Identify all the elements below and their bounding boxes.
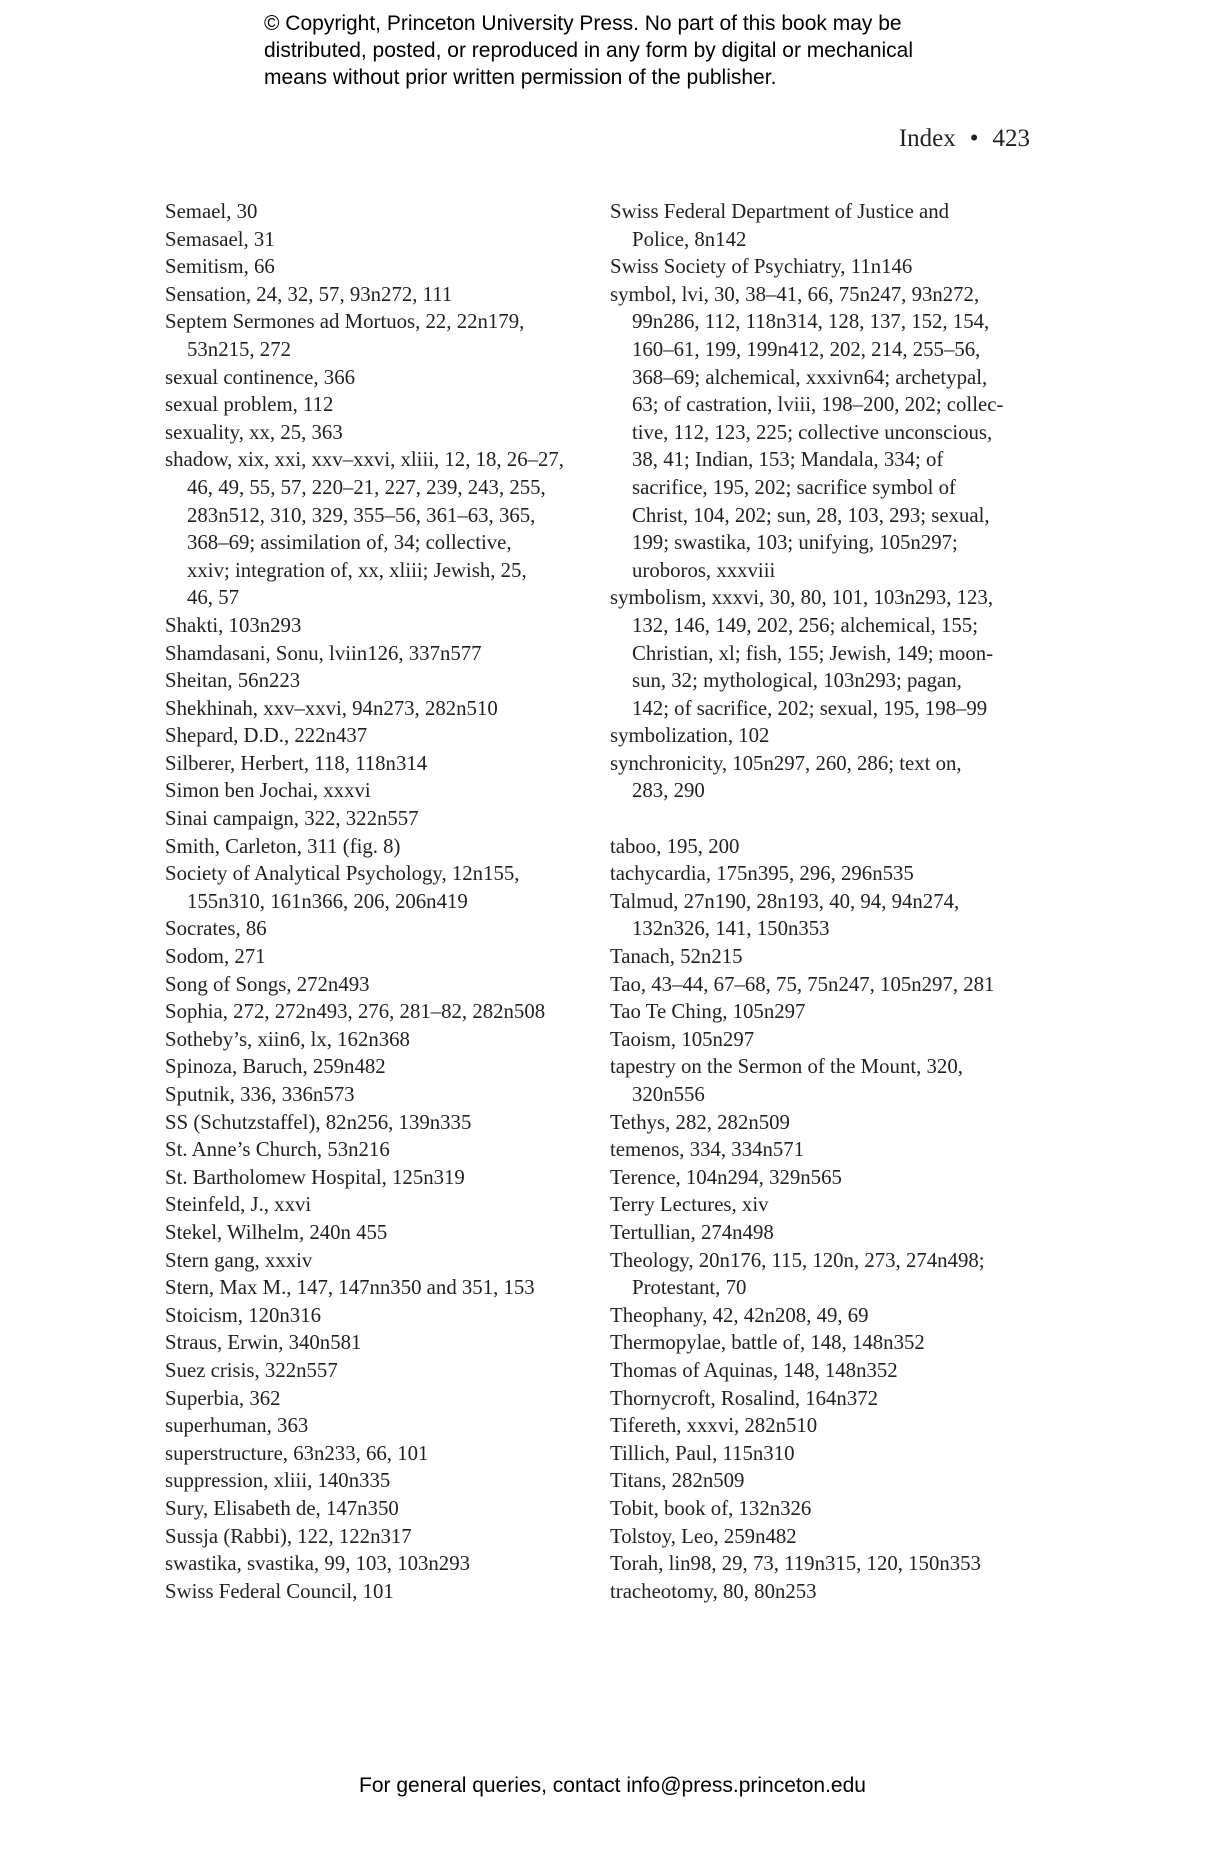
index-entry <box>165 1495 585 1523</box>
index-entry-line: 38, 41; Indian, 153; Mandala, 334; of <box>632 448 944 472</box>
index-entry-line: Sotheby’s, xiin6, lx, 162n368 <box>165 1027 410 1051</box>
index-entry-line: 283, 290 <box>632 779 705 803</box>
index-entry-line: 46, 57 <box>187 586 239 610</box>
index-entry-line: Shekhinah, xxv–xxvi, 94n273, 282n510 <box>165 696 498 720</box>
index-entry-line: Talmud, 27n190, 28n193, 40, 94, 94n274, <box>610 889 960 913</box>
index-entry-line: St. Bartholomew Hospital, 125n319 <box>165 1165 465 1189</box>
index-entry-line: Sussja (Rabbi), 122, 122n317 <box>165 1524 412 1548</box>
index-entry-line: sun, 32; mythological, 103n293; pagan, <box>632 669 962 693</box>
index-entry <box>610 1247 1030 1302</box>
index-entry <box>610 1412 1030 1440</box>
index-entry-line: Society of Analytical Psychology, 12n155, <box>165 862 520 886</box>
index-entry <box>165 364 585 392</box>
index-entry-line: Socrates, 86 <box>165 917 267 941</box>
index-entry <box>165 198 585 226</box>
index-entry-line: Simon ben Jochai, xxxvi <box>165 779 371 803</box>
index-entry-line: Sury, Elisabeth de, 147n350 <box>165 1496 399 1520</box>
index-entry <box>610 998 1030 1026</box>
index-entry-line: Swiss Society of Psychiatry, 11n146 <box>610 255 913 279</box>
index-entry <box>165 750 585 778</box>
index-entry-line: Thornycroft, Rosalind, 164n372 <box>610 1386 879 1410</box>
index-entry <box>165 1053 585 1081</box>
index-entry <box>610 1219 1030 1247</box>
index-entry <box>165 1412 585 1440</box>
index-entry-line: Shakti, 103n293 <box>165 613 302 637</box>
index-entry-line: Suez crisis, 322n557 <box>165 1358 338 1382</box>
index-entry-line: Tolstoy, Leo, 259n482 <box>610 1524 797 1548</box>
index-entry <box>165 1467 585 1495</box>
index-entry <box>165 1440 585 1468</box>
index-entry-line: superhuman, 363 <box>165 1414 309 1438</box>
index-entry <box>610 833 1030 861</box>
index-entry-line: Sinai campaign, 322, 322n557 <box>165 807 419 831</box>
index-entry-line: Shamdasani, Sonu, lviin126, 337n577 <box>165 641 482 665</box>
index-entry-line: Christian, xl; fish, 155; Jewish, 149; moon- <box>632 641 994 665</box>
index-entry <box>165 667 585 695</box>
index-entry-line: Septem Sermones ad Mortuos, 22, 22n179, <box>165 310 525 334</box>
index-entry <box>165 777 585 805</box>
index-entry <box>165 1191 585 1219</box>
index-entry <box>165 833 585 861</box>
index-entry-line: synchronicity, 105n297, 260, 286; text on, <box>610 751 962 775</box>
index-entry <box>165 1136 585 1164</box>
index-entry <box>610 281 1030 585</box>
index-entry <box>165 1274 585 1302</box>
index-entry <box>165 391 585 419</box>
copyright-line: © Copyright, Princeton University Press. No part of this book may be <box>264 12 902 35</box>
index-entry <box>610 1495 1030 1523</box>
index-entry <box>610 750 1030 805</box>
index-entry <box>165 1026 585 1054</box>
index-entry-line: Semasael, 31 <box>165 227 275 251</box>
index-entry <box>165 253 585 281</box>
index-entry-line: 46, 49, 55, 57, 220–21, 227, 239, 243, 255, <box>187 475 546 499</box>
index-entry-line: uroboros, xxxviii <box>632 558 776 582</box>
index-entry <box>165 1578 585 1606</box>
index-entry <box>610 1109 1030 1137</box>
index-entry-line: 142; of sacrifice, 202; sexual, 195, 198–99 <box>632 696 988 720</box>
index-entry <box>610 1385 1030 1413</box>
index-entry <box>165 308 585 363</box>
index-entry-line: 283n512, 310, 329, 355–56, 361–63, 365, <box>187 503 536 527</box>
footer-contact: For general queries, contact info@press.princeton.edu <box>359 1774 866 1797</box>
index-entry <box>165 1219 585 1247</box>
index-entry <box>165 612 585 640</box>
index-entry-line: 132n326, 141, 150n353 <box>632 917 830 941</box>
index-entry <box>610 1026 1030 1054</box>
index-entry-line: symbol, lvi, 30, 38–41, 66, 75n247, 93n272, <box>610 282 980 306</box>
index-entry-line: Police, 8n142 <box>632 227 747 251</box>
index-entry <box>610 1357 1030 1385</box>
index-entry-line: Terence, 104n294, 329n565 <box>610 1165 842 1189</box>
index-entry-line: 160–61, 199, 199n412, 202, 214, 255–56, <box>632 337 981 361</box>
index-entry-line: Semitism, 66 <box>165 255 275 279</box>
letter-group-gap <box>610 805 1030 833</box>
index-entry-line: Theophany, 42, 42n208, 49, 69 <box>610 1303 869 1327</box>
index-entry-line: xxiv; integration of, xx, xliii; Jewish, 25, <box>187 558 527 582</box>
index-entry-line: Shepard, D.D., 222n437 <box>165 724 368 748</box>
index-entry <box>165 1164 585 1192</box>
index-entry-line: taboo, 195, 200 <box>610 834 740 858</box>
index-entry-line: sexuality, xx, 25, 363 <box>165 420 343 444</box>
index-column-left <box>165 198 585 1605</box>
index-entry <box>165 695 585 723</box>
index-entry <box>610 198 1030 253</box>
index-entry-line: tracheotomy, 80, 80n253 <box>610 1579 817 1603</box>
index-entry-line: Spinoza, Baruch, 259n482 <box>165 1055 386 1079</box>
index-entry-line: Silberer, Herbert, 118, 118n314 <box>165 751 428 775</box>
index-entry-line: Sensation, 24, 32, 57, 93n272, 111 <box>165 282 453 306</box>
index-entry-line: Stern, Max M., 147, 147nn350 and 351, 153 <box>165 1276 535 1300</box>
index-entry <box>610 1191 1030 1219</box>
index-entry <box>165 971 585 999</box>
index-entry <box>610 1136 1030 1164</box>
index-entry <box>610 1440 1030 1468</box>
index-entry <box>610 722 1030 750</box>
index-entry-line: Swiss Federal Council, 101 <box>165 1579 394 1603</box>
index-entry-line: superstructure, 63n233, 66, 101 <box>165 1441 429 1465</box>
index-entry-line: Stoicism, 120n316 <box>165 1303 321 1327</box>
index-entry <box>610 1053 1030 1108</box>
running-head-title: Index <box>898 125 956 152</box>
index-entry-line: Tertullian, 274n498 <box>610 1220 774 1244</box>
index-entry-line: Straus, Erwin, 340n581 <box>165 1331 362 1355</box>
index-entry-line: temenos, 334, 334n571 <box>610 1138 805 1162</box>
index-entry-line: Song of Songs, 272n493 <box>165 972 370 996</box>
index-entry <box>165 1385 585 1413</box>
index-entry <box>165 1081 585 1109</box>
index-entry-line: tachycardia, 175n395, 296, 296n535 <box>610 862 914 886</box>
index-entry-line: 155n310, 161n366, 206, 206n419 <box>187 889 468 913</box>
copyright-line: distributed, posted, or reproduced in any form by digital or mechanical <box>264 39 914 62</box>
index-entry-line: Tethys, 282, 282n509 <box>610 1110 790 1134</box>
index-entry <box>610 943 1030 971</box>
index-entry-line: 132, 146, 149, 202, 256; alchemical, 155; <box>632 613 978 637</box>
index-entry-line: Titans, 282n509 <box>610 1469 745 1493</box>
index-entry-line: Steinfeld, J., xxvi <box>165 1193 312 1217</box>
index-entry-line: swastika, svastika, 99, 103, 103n293 <box>165 1552 470 1576</box>
index-entry <box>165 1550 585 1578</box>
index-entry-line: Thermopylae, battle of, 148, 148n352 <box>610 1331 925 1355</box>
index-entry <box>165 640 585 668</box>
index-entry-line: Stekel, Wilhelm, 240n 455 <box>165 1220 388 1244</box>
index-entry-line: Thomas of Aquinas, 148, 148n352 <box>610 1358 898 1382</box>
index-entry-line: tive, 112, 123, 225; collective unconscious, <box>632 420 993 444</box>
index-entry <box>165 1329 585 1357</box>
index-entry <box>610 584 1030 722</box>
index-entry <box>165 1357 585 1385</box>
index-entry-line: shadow, xix, xxi, xxv–xxvi, xliii, 12, 18, 26–27, <box>165 448 564 472</box>
index-entry <box>610 888 1030 943</box>
index-entry-line: Smith, Carleton, 311 (fig. 8) <box>165 834 401 858</box>
index-entry-line: Stern gang, xxxiv <box>165 1248 313 1272</box>
index-entry-line: SS (Schutzstaffel), 82n256, 139n335 <box>165 1110 472 1134</box>
index-entry <box>165 1523 585 1551</box>
index-entry <box>610 253 1030 281</box>
index-entry-line: symbolism, xxxvi, 30, 80, 101, 103n293, 123, <box>610 586 994 610</box>
index-entry <box>165 722 585 750</box>
index-entry-line: Tao Te Ching, 105n297 <box>610 1000 806 1024</box>
index-entry-line: Superbia, 362 <box>165 1386 281 1410</box>
index-entry-line: 368–69; assimilation of, 34; collective, <box>187 531 512 555</box>
index-entry-line: Theology, 20n176, 115, 120n, 273, 274n498; <box>610 1248 985 1272</box>
index-entry <box>165 860 585 915</box>
index-entry-line: Torah, lin98, 29, 73, 119n315, 120, 150n353 <box>610 1552 981 1576</box>
index-entry <box>165 419 585 447</box>
index-entry <box>610 1302 1030 1330</box>
index-entry <box>165 998 585 1026</box>
index-entry <box>610 1467 1030 1495</box>
index-entry-line: 63; of castration, lviii, 198–200, 202; collec- <box>632 393 1004 417</box>
index-entry <box>165 446 585 612</box>
index-entry-line: Sophia, 272, 272n493, 276, 281–82, 282n508 <box>165 1000 546 1024</box>
index-entry-line: symbolization, 102 <box>610 724 770 748</box>
index-entry-line: Tobit, book of, 132n326 <box>610 1496 812 1520</box>
page-number: 423 <box>992 125 1030 152</box>
running-head <box>700 124 1030 154</box>
index-entry <box>610 1550 1030 1578</box>
index-entry-line: 99n286, 112, 118n314, 128, 137, 152, 154, <box>632 310 990 334</box>
copyright-notice <box>264 10 1024 91</box>
index-entry-line: 368–69; alchemical, xxxivn64; archetypal, <box>632 365 988 389</box>
index-entry-line: St. Anne’s Church, 53n216 <box>165 1138 390 1162</box>
index-entry-line: Protestant, 70 <box>632 1276 747 1300</box>
bullet-separator: • <box>969 125 979 152</box>
index-entry-line: suppression, xliii, 140n335 <box>165 1469 391 1493</box>
index-entry <box>165 915 585 943</box>
index-entry-line: sacrifice, 195, 202; sacrifice symbol of <box>632 475 956 499</box>
index-entry <box>610 1523 1030 1551</box>
index-entry-line: Semael, 30 <box>165 200 258 223</box>
index-entry-line: 199; swastika, 103; unifying, 105n297; <box>632 531 958 555</box>
index-column-right <box>610 198 1030 1605</box>
index-entry-line: 53n215, 272 <box>187 337 291 361</box>
index-entry-line: Swiss Federal Department of Justice and <box>610 200 950 223</box>
index-entry-line: Sheitan, 56n223 <box>165 669 301 693</box>
index-entry-line: Sputnik, 336, 336n573 <box>165 1083 355 1106</box>
copyright-line: means without prior written permission of the publisher. <box>264 66 777 89</box>
index-entry <box>610 1329 1030 1357</box>
index-entry-line: Sodom, 271 <box>165 945 266 969</box>
index-entry-line: Tillich, Paul, 115n310 <box>610 1441 795 1465</box>
index-entry-line: Terry Lectures, xiv <box>610 1193 769 1217</box>
index-entry <box>610 1578 1030 1606</box>
index-entry-line: Tao, 43–44, 67–68, 75, 75n247, 105n297, 281 <box>610 972 995 996</box>
index-entry-line: tapestry on the Sermon of the Mount, 320, <box>610 1055 963 1079</box>
index-entry <box>610 1164 1030 1192</box>
index-entry-line: 320n556 <box>632 1083 705 1106</box>
index-entry <box>165 226 585 254</box>
index-entry <box>165 943 585 971</box>
index-entry <box>165 1247 585 1275</box>
index-entry-line: sexual problem, 112 <box>165 393 334 417</box>
index-entry-line: Christ, 104, 202; sun, 28, 103, 293; sexual, <box>632 503 990 527</box>
index-entry <box>610 860 1030 888</box>
index-entry-line: Tifereth, xxxvi, 282n510 <box>610 1414 818 1438</box>
index-entry <box>165 805 585 833</box>
index-entry <box>165 1302 585 1330</box>
index-entry <box>165 1109 585 1137</box>
index-entry <box>610 971 1030 999</box>
index-entry-line: Taoism, 105n297 <box>610 1027 755 1051</box>
index-entry-line: Tanach, 52n215 <box>610 945 743 969</box>
index-entry-line: sexual continence, 366 <box>165 365 355 389</box>
index-entry <box>165 281 585 309</box>
